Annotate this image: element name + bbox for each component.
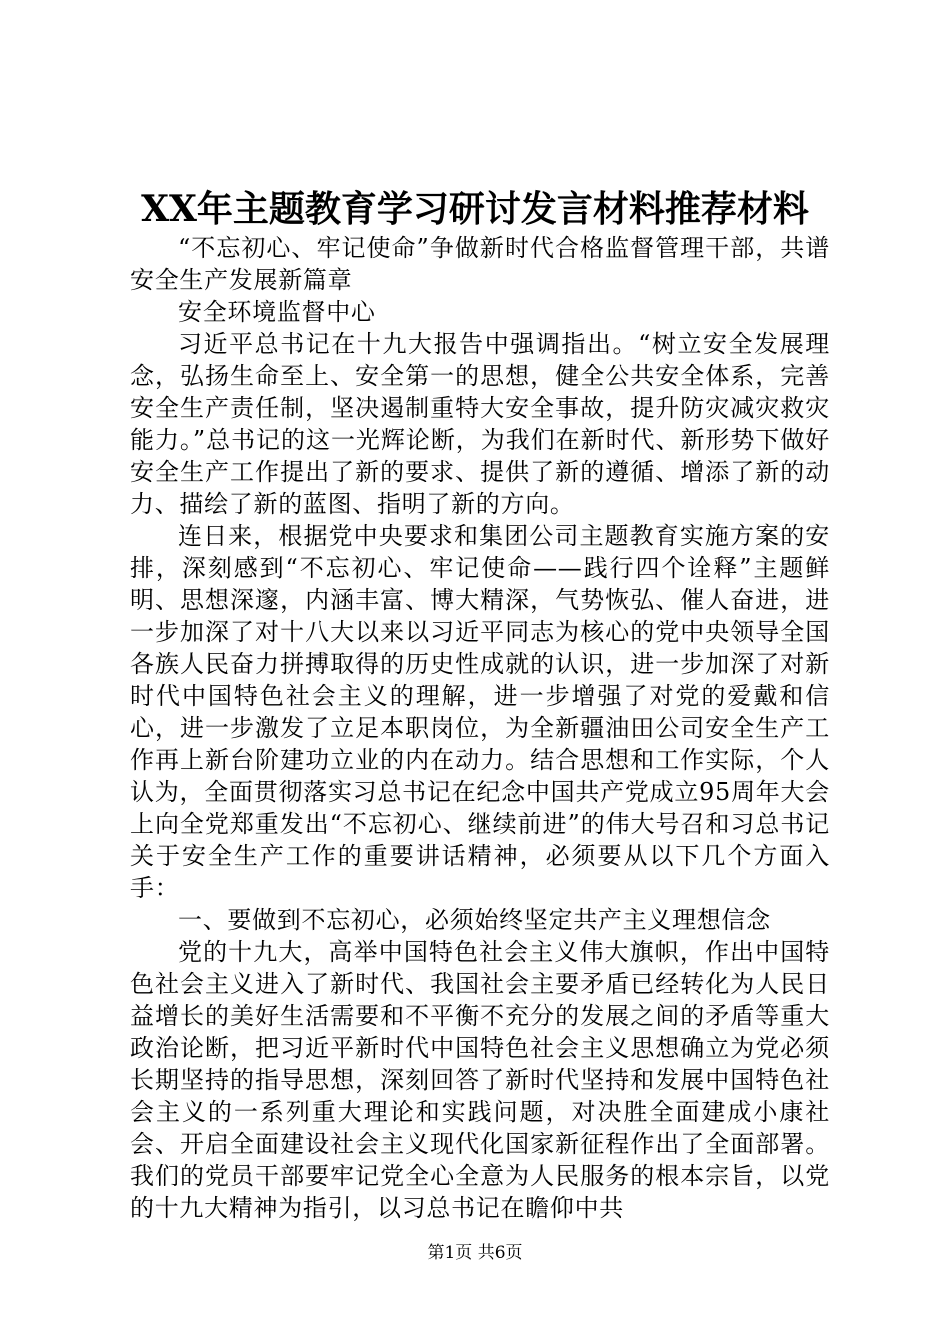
body-paragraph: 党的十九大，高举中国特色社会主义伟大旗帜，作出中国特色社会主义进入了新时代、我国社会主要矛盾已经转化为人民日益增长的美好生活需要和不平衡不充分的发展之间的矛盾等重大政治论断，把习近平新时代中国特色社会主义思想确立为党必须长期坚持的指导思想，深刻回答了新时代坚持和发展中国特色社会主义的一系列重大理论和实践问题，对决胜全面建成小康社会、开启全面建设社会主义现代化国家新征程作出了全面部署。我们的党员干部要牢记党全心全意为人民服务的根本宗旨，以党的十九大精神为指引，以习总书记在瞻仰中共	[130, 938, 830, 1222]
subtitle-paragraph: “不忘初心、牢记使命”争做新时代合格监督管理干部，共谱安全生产发展新篇章	[130, 234, 830, 294]
organization-paragraph: 安全环境监督中心	[178, 298, 376, 326]
body-paragraph: 连日来，根据党中央要求和集团公司主题教育实施方案的安排，深刻感到“不忘初心、牢记使命——践行四个诠释”主题鲜明、思想深邃，内涵丰富、博大精深，气势恢弘、催人奋进，进一步加深了对十八大以来以习近平同志为核心的党中央领导全国各族人民奋力拼搏取得的历史性成就的认识，进一步加深了对新时代中国特色社会主义的理解，进一步增强了对党的爱戴和信心，进一步激发了立足本职岗位，为全新疆油田公司安全生产工作再上新台阶建功立业的内在动力。结合思想和工作实际，个人认为，全面贯彻落实习总书记在纪念中国共产党成立95周年大会上向全党郑重发出“不忘初心、继续前进”的伟大号召和习总书记关于安全生产工作的重要讲话精神，必须要从以下几个方面入手：	[130, 522, 830, 902]
document-title: XX年主题教育学习研讨发言材料推荐材料	[141, 188, 809, 230]
document-body	[130, 232, 830, 1224]
page-footer: 第1页 共6页	[427, 1243, 523, 1263]
section-heading: 一、要做到不忘初心，必须始终坚定共产主义理想信念	[178, 906, 771, 934]
body-paragraph: 习近平总书记在十九大报告中强调指出。“树立安全发展理念，弘扬生命至上、安全第一的思想，健全公共安全体系，完善安全生产责任制，坚决遏制重特大安全事故，提升防灾减灾救灾能力。”总书记的这一光辉论断，为我们在新时代、新形势下做好安全生产工作提出了新的要求、提供了新的遵循、增添了新的动力、描绘了新的蓝图、指明了新的方向。	[130, 330, 830, 518]
